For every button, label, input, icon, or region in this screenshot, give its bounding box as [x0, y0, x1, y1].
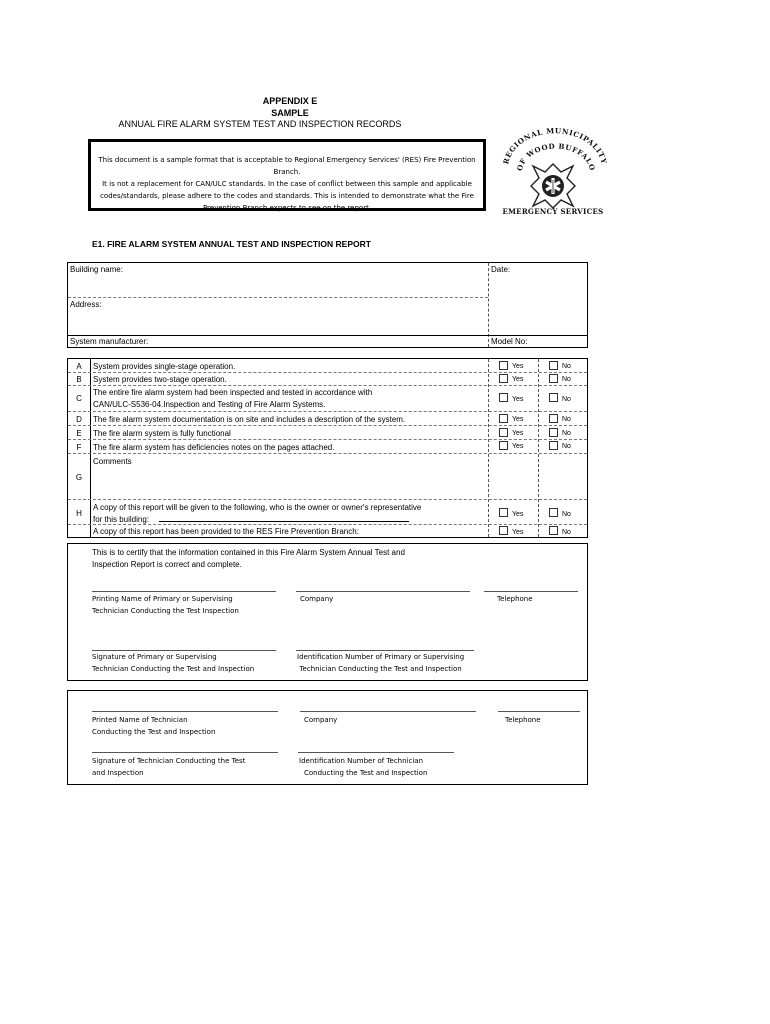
- row-letter: A: [76, 362, 82, 371]
- yes-checkbox[interactable]: [499, 361, 508, 370]
- telephone-line[interactable]: [498, 711, 580, 712]
- recipient-field[interactable]: [93, 513, 409, 525]
- certification-text: Inspection Report is correct and complete.: [92, 560, 242, 569]
- star-of-life-badge-icon: [496, 128, 610, 218]
- no-label: No: [562, 430, 571, 437]
- no-checkbox[interactable]: [549, 428, 558, 437]
- date-field[interactable]: Date:: [491, 265, 511, 274]
- certification-box: [67, 543, 588, 681]
- yes-checkbox[interactable]: [499, 441, 508, 450]
- yes-label: Yes: [512, 443, 524, 450]
- row-divider: [68, 335, 587, 336]
- document-title: ANNUAL FIRE ALARM SYSTEM TEST AND INSPECTION RECORDS: [118, 119, 402, 129]
- certification-text: This is to certify that the information contained in this Fire Alarm System Annual Test and: [92, 548, 405, 557]
- rmwb-emergency-services-logo: [496, 128, 610, 218]
- row-letter: C: [76, 394, 82, 403]
- telephone-caption: Telephone: [497, 595, 533, 603]
- model-no-field[interactable]: Model No:: [491, 337, 528, 346]
- checklist-box: [67, 358, 588, 538]
- no-label: No: [562, 511, 571, 518]
- sig-caption: [92, 755, 245, 779]
- comments-label: Comments: [93, 457, 132, 466]
- sig-caption-line: Technician Conducting the Test Inspection: [92, 607, 239, 615]
- yes-label: Yes: [512, 363, 524, 370]
- no-label: No: [562, 363, 571, 370]
- telephone-caption: Telephone: [505, 716, 541, 724]
- sig-caption-line: Printing Name of Primary or Supervising: [92, 595, 233, 603]
- row-text: A copy of this report will be given to the following, who is the owner or owner's representative: [93, 503, 422, 512]
- yes-label: Yes: [512, 396, 524, 403]
- row-divider: [68, 411, 587, 412]
- no-label: No: [562, 376, 571, 383]
- notice-line: This document is a sample format that is acceptable to Regional Emergency Services' (RES) Fire Prevention Branch.: [98, 156, 476, 176]
- sig-caption-line: Conducting the Test and Inspection: [304, 769, 428, 777]
- sig-caption-line: Printed Name of Technician: [92, 716, 188, 724]
- no-label: No: [562, 416, 571, 423]
- row-divider: [68, 297, 488, 298]
- yes-label: Yes: [512, 511, 524, 518]
- company-line[interactable]: [296, 591, 470, 592]
- row-divider: [68, 372, 587, 373]
- company-caption: Company: [300, 595, 334, 603]
- row-letter: B: [76, 375, 82, 384]
- sample-heading: SAMPLE: [271, 108, 309, 118]
- printed-name-line[interactable]: [92, 591, 276, 592]
- row-text: System provides single-stage operation.: [93, 362, 236, 371]
- row-divider: [68, 385, 587, 386]
- no-checkbox[interactable]: [549, 441, 558, 450]
- sig-caption-line: Technician Conducting the Test and Inspection: [299, 665, 462, 673]
- row-text: A copy of this report has been provided to the RES Fire Prevention Branch:: [93, 527, 359, 536]
- sig-caption: [92, 651, 254, 675]
- yes-checkbox[interactable]: [499, 393, 508, 402]
- no-checkbox[interactable]: [549, 526, 558, 535]
- row-text: CAN/ULC-S536-04.Inspection and Testing of Fire Alarm Systems.: [93, 400, 326, 409]
- sig-caption-line: Technician Conducting the Test and Inspection: [92, 665, 255, 673]
- yes-label: Yes: [512, 376, 524, 383]
- comments-field[interactable]: [91, 467, 487, 497]
- no-checkbox[interactable]: [549, 508, 558, 517]
- row-letter: H: [76, 509, 82, 518]
- sig-caption: [92, 593, 239, 617]
- svg-text:REGIONAL MUNICIPALITY: REGIONAL MUNICIPALITY: [501, 128, 609, 166]
- yes-checkbox[interactable]: [499, 374, 508, 383]
- notice-line: Prevention Branch expects to see on the report.: [202, 204, 372, 212]
- sig-caption-line: Signature of Technician Conducting the Test: [92, 757, 246, 765]
- sig-caption-line: Signature of Primary or Supervising: [92, 653, 217, 661]
- telephone-line[interactable]: [484, 591, 578, 592]
- sig-caption-line: Identification Number of Primary or Supervising: [297, 653, 465, 661]
- sig-caption: [92, 714, 215, 738]
- no-checkbox[interactable]: [549, 361, 558, 370]
- row-letter: E: [76, 429, 82, 438]
- row-text: for this building:: [93, 515, 150, 524]
- row-text: The fire alarm system is fully functional: [93, 429, 231, 438]
- row-letter: G: [75, 473, 83, 482]
- appendix-heading: APPENDIX E: [262, 96, 318, 106]
- ident-caption: [299, 755, 427, 779]
- yes-checkbox[interactable]: [499, 414, 508, 423]
- row-text: The fire alarm system has deficiencies notes on the pages attached.: [93, 443, 335, 452]
- no-checkbox[interactable]: [549, 414, 558, 423]
- no-checkbox[interactable]: [549, 374, 558, 383]
- yes-label: Yes: [512, 430, 524, 437]
- address-field[interactable]: Address:: [70, 300, 102, 309]
- row-text: The entire fire alarm system had been inspected and tested in accordance with: [93, 388, 373, 397]
- yes-checkbox[interactable]: [499, 526, 508, 535]
- no-checkbox[interactable]: [549, 393, 558, 402]
- no-label: No: [562, 529, 571, 536]
- notice-line: It is not a replacement for CAN/ULC standards. In the case of conflict between this sample and applicable: [102, 180, 472, 188]
- sig-caption-line: Identification Number of Technician: [299, 757, 424, 765]
- svg-text:OF WOOD BUFFALO: OF WOOD BUFFALO: [514, 141, 598, 172]
- yes-label: Yes: [512, 416, 524, 423]
- section-title: E1. FIRE ALARM SYSTEM ANNUAL TEST AND INSPECTION REPORT: [92, 239, 371, 249]
- printed-name-line[interactable]: [92, 711, 278, 712]
- system-manufacturer-field[interactable]: System manufacturer:: [70, 337, 149, 346]
- yes-checkbox[interactable]: [499, 428, 508, 437]
- no-label: No: [562, 443, 571, 450]
- signature-line[interactable]: [92, 752, 278, 753]
- yes-label: Yes: [512, 529, 524, 536]
- row-letter: F: [76, 443, 82, 452]
- row-divider: [68, 425, 587, 426]
- sig-caption-line: Conducting the Test and Inspection: [92, 728, 216, 736]
- recipient-underline: [159, 513, 409, 522]
- row-divider: [68, 453, 587, 454]
- sig-caption-line: and Inspection: [92, 769, 144, 777]
- technician-box: [67, 690, 588, 785]
- company-caption: Company: [304, 716, 338, 724]
- row-letter: D: [76, 415, 82, 424]
- row-divider: [68, 439, 587, 440]
- row-text: The fire alarm system documentation is on site and includes a description of the system.: [93, 415, 406, 424]
- company-line[interactable]: [300, 711, 476, 712]
- row-divider: [68, 499, 587, 500]
- identification-line[interactable]: [298, 752, 454, 753]
- no-label: No: [562, 396, 571, 403]
- yes-checkbox[interactable]: [499, 508, 508, 517]
- notice-line: codes/standards, please adhere to the codes and standards. This is intended to demonstrate what the Fire: [100, 192, 474, 200]
- row-text: System provides two-stage operation.: [93, 375, 227, 384]
- notice-box: [88, 139, 486, 211]
- building-name-field[interactable]: Building name:: [70, 265, 123, 274]
- svg-text:EMERGENCY SERVICES: EMERGENCY SERVICES: [502, 207, 604, 216]
- building-info-box: [67, 262, 588, 348]
- ident-caption: [297, 651, 464, 675]
